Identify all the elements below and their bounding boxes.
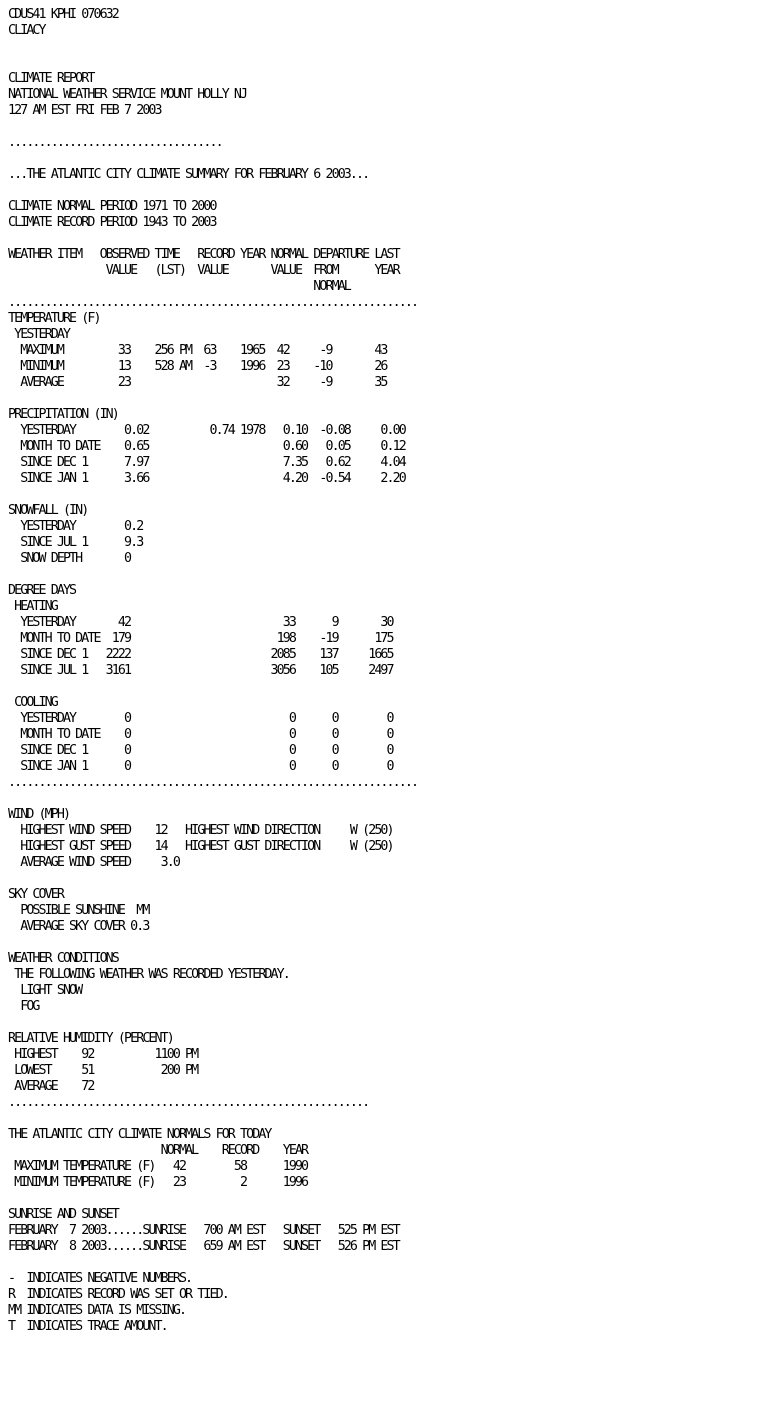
report-line <box>8 1255 417 1271</box>
report-line: SINCE JAN 1 0 0 0 0 <box>8 759 393 774</box>
report-line: YESTERDAY <box>8 327 70 342</box>
report-line: R INDICATES RECORD WAS SET OR TIED. <box>8 1287 228 1302</box>
report-line: SUNRISE AND SUNSET <box>8 1207 118 1222</box>
report-line: LIGHT SNOW <box>8 983 82 998</box>
report-line: SINCE JUL 1 3161 3056 105 2497 <box>8 663 393 678</box>
report-line: THE FOLLOWING WEATHER WAS RECORDED YESTERDAY. <box>8 967 289 982</box>
report-line: MAXIMUM 33 256 PM 63 1965 42 -9 43 <box>8 343 387 358</box>
report-line: CLIMATE REPORT <box>8 71 94 86</box>
report-line: COOLING <box>8 695 57 710</box>
report-line: SNOWFALL (IN) <box>8 503 88 518</box>
report-line: CDUS41 KPHI 070632 <box>8 7 118 22</box>
report-line: FEBRUARY 7 2003......SUNRISE 700 AM EST SUNSET 525 PM EST <box>8 1223 399 1238</box>
report-line: LOWEST 51 200 PM <box>8 1063 198 1078</box>
report-line: FOG <box>8 999 39 1014</box>
report-line: 127 AM EST FRI FEB 7 2003 <box>8 103 161 118</box>
report-line: WEATHER CONDITIONS <box>8 951 118 966</box>
report-line <box>8 487 417 503</box>
report-line <box>8 567 417 583</box>
report-line <box>8 39 417 55</box>
report-line: SINCE JUL 1 9.3 <box>8 535 143 550</box>
report-line: TEMPERATURE (F) <box>8 311 100 326</box>
climate-report-text <box>8 7 417 1335</box>
report-line: MAXIMUM TEMPERATURE (F) 42 58 1990 <box>8 1159 308 1174</box>
report-line <box>8 791 417 807</box>
report-line: SINCE DEC 1 7.97 7.35 0.62 4.04 <box>8 455 405 470</box>
report-line: MINIMUM TEMPERATURE (F) 23 2 1996 <box>8 1175 308 1190</box>
report-line: POSSIBLE SUNSHINE MM <box>8 903 149 918</box>
report-line: MM INDICATES DATA IS MISSING. <box>8 1303 186 1318</box>
report-line: ................................................................... <box>8 775 418 790</box>
report-line: AVERAGE 72 <box>8 1079 94 1094</box>
report-line <box>8 391 417 407</box>
report-line <box>8 183 417 199</box>
report-line <box>8 679 417 695</box>
report-line: ........................................................... <box>8 1095 369 1110</box>
report-line <box>8 1015 417 1031</box>
report-line: ...THE ATLANTIC CITY CLIMATE SUMMARY FOR FEBRUARY 6 2003... <box>8 167 369 182</box>
report-line <box>8 935 417 951</box>
report-line <box>8 55 417 71</box>
report-line: ................................................................... <box>8 295 418 310</box>
report-line: WIND (MPH) <box>8 807 70 822</box>
report-line: SNOW DEPTH 0 <box>8 551 131 566</box>
report-line: HIGHEST 92 1100 PM <box>8 1047 198 1062</box>
report-line: PRECIPITATION (IN) <box>8 407 118 422</box>
report-line: CLIMATE RECORD PERIOD 1943 TO 2003 <box>8 215 216 230</box>
report-line: RELATIVE HUMIDITY (PERCENT) <box>8 1031 173 1046</box>
report-line <box>8 231 417 247</box>
report-line: SKY COVER <box>8 887 63 902</box>
report-line: - INDICATES NEGATIVE NUMBERS. <box>8 1271 192 1286</box>
report-line: VALUE (LST) VALUE VALUE FROM YEAR <box>8 263 399 278</box>
report-line: ................................... <box>8 135 222 150</box>
report-line: YESTERDAY 0.2 <box>8 519 143 534</box>
report-line: THE ATLANTIC CITY CLIMATE NORMALS FOR TODAY <box>8 1127 271 1142</box>
report-line <box>8 1111 417 1127</box>
report-line: SINCE DEC 1 2222 2085 137 1665 <box>8 647 393 662</box>
report-line <box>8 119 417 135</box>
report-line: MONTH TO DATE 179 198 -19 175 <box>8 631 393 646</box>
report-line <box>8 871 417 887</box>
report-line: T INDICATES TRACE AMOUNT. <box>8 1319 167 1334</box>
report-line: NORMAL RECORD YEAR <box>8 1143 308 1158</box>
report-line: AVERAGE 23 32 -9 35 <box>8 375 387 390</box>
report-line: CLIMATE NORMAL PERIOD 1971 TO 2000 <box>8 199 216 214</box>
report-line: NORMAL <box>8 279 350 294</box>
report-line: SINCE JAN 1 3.66 4.20 -0.54 2.20 <box>8 471 405 486</box>
report-line: SINCE DEC 1 0 0 0 0 <box>8 743 393 758</box>
report-line: MONTH TO DATE 0.65 0.60 0.05 0.12 <box>8 439 405 454</box>
report-line: NATIONAL WEATHER SERVICE MOUNT HOLLY NJ <box>8 87 247 102</box>
report-line: CLIACY <box>8 23 45 38</box>
report-line: YESTERDAY 0 0 0 0 <box>8 711 393 726</box>
report-line: MINIMUM 13 528 AM -3 1996 23 -10 26 <box>8 359 387 374</box>
report-line: MONTH TO DATE 0 0 0 0 <box>8 727 393 742</box>
report-line: AVERAGE SKY COVER 0.3 <box>8 919 149 934</box>
report-line: HEATING <box>8 599 57 614</box>
report-line: AVERAGE WIND SPEED 3.0 <box>8 855 179 870</box>
report-line: DEGREE DAYS <box>8 583 76 598</box>
report-line: HIGHEST GUST SPEED 14 HIGHEST GUST DIRECTION W (250) <box>8 839 393 854</box>
report-line: FEBRUARY 8 2003......SUNRISE 659 AM EST SUNSET 526 PM EST <box>8 1239 399 1254</box>
report-line: YESTERDAY 0.02 0.74 1978 0.10 -0.08 0.00 <box>8 423 405 438</box>
report-line: YESTERDAY 42 33 9 30 <box>8 615 393 630</box>
report-line <box>8 1191 417 1207</box>
report-line: WEATHER ITEM OBSERVED TIME RECORD YEAR NORMAL DEPARTURE LAST <box>8 247 399 262</box>
report-line: HIGHEST WIND SPEED 12 HIGHEST WIND DIRECTION W (250) <box>8 823 393 838</box>
report-line <box>8 151 417 167</box>
